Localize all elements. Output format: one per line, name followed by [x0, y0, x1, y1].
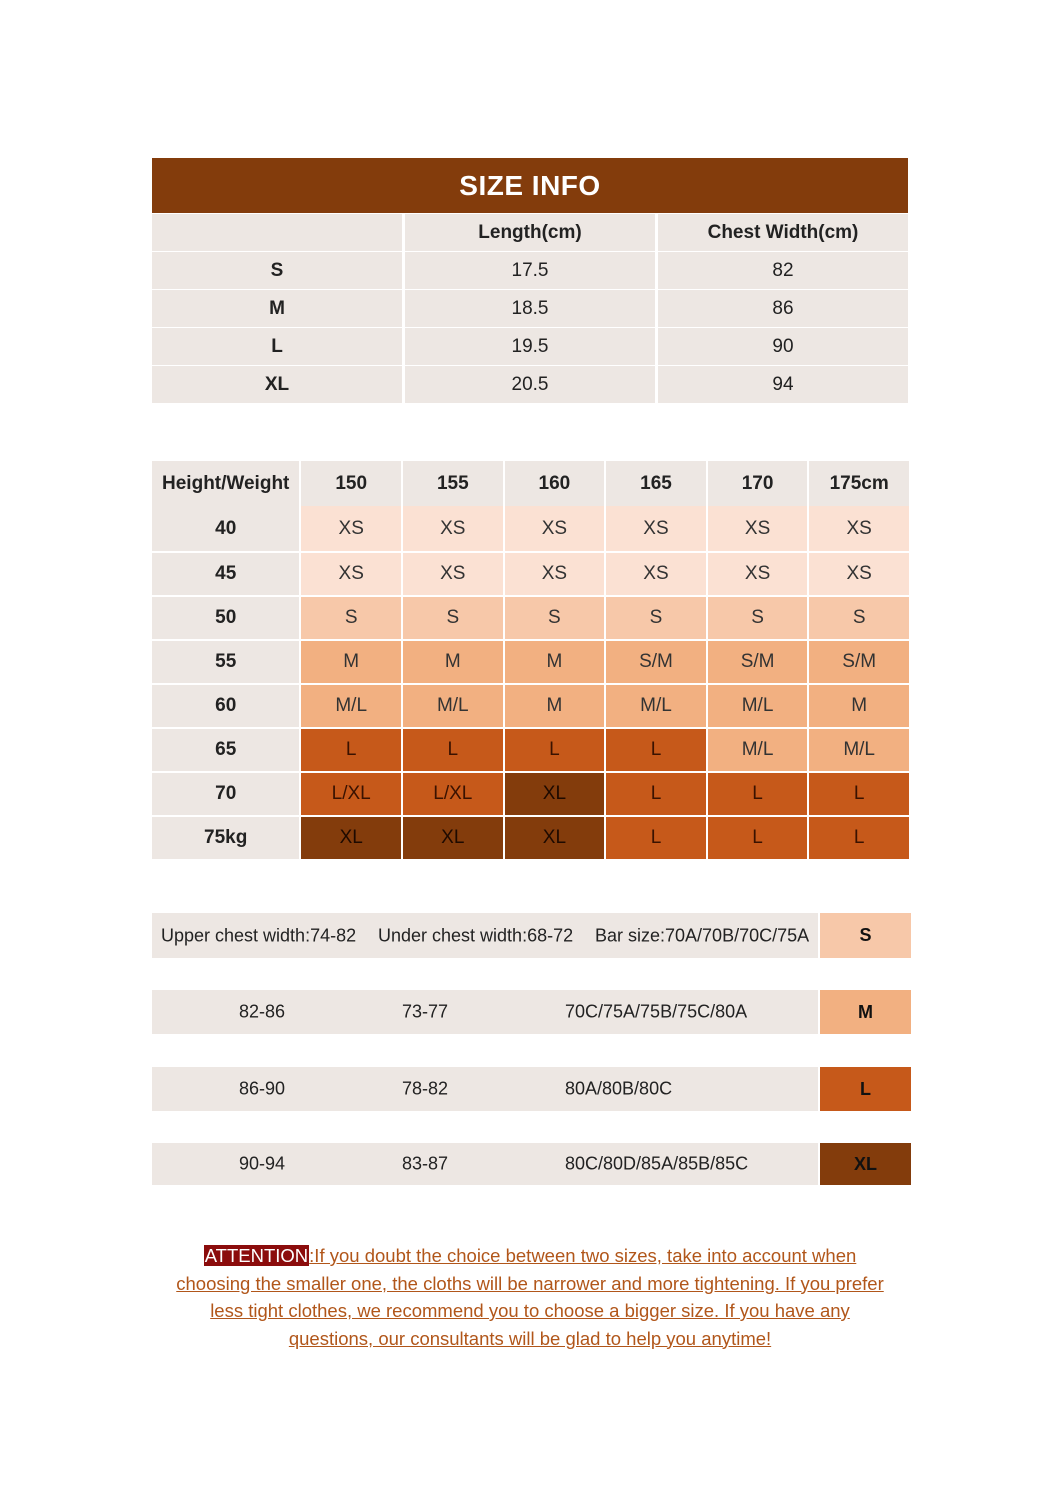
size-cell: M/L — [708, 729, 808, 771]
upper-chest-width: 86-90 — [239, 1078, 286, 1099]
height-weight-table — [152, 461, 909, 859]
under-chest-width: 83-87 — [402, 1153, 449, 1174]
weight-label: 55 — [152, 641, 299, 683]
size-cell: L — [606, 817, 706, 859]
height-header: 150 — [301, 461, 401, 506]
weight-row — [152, 773, 909, 815]
size-label: XL — [152, 366, 402, 403]
size-badge: M — [820, 990, 911, 1034]
size-cell: L — [606, 773, 706, 815]
size-cell: M — [505, 641, 605, 683]
size-cell: M/L — [301, 685, 401, 727]
size-cell: S — [606, 597, 706, 639]
size-cell: XS — [505, 506, 605, 551]
size-cell: L — [809, 817, 909, 859]
bust-info — [152, 1067, 818, 1111]
size-cell: XS — [606, 506, 706, 551]
bust-info — [152, 913, 818, 958]
size-cell: M/L — [809, 729, 909, 771]
weight-row — [152, 597, 909, 639]
height-header-row — [152, 461, 909, 506]
weight-row — [152, 817, 909, 859]
chest-value: 82 — [658, 252, 908, 289]
size-badge: L — [820, 1067, 911, 1111]
height-header: 165 — [606, 461, 706, 506]
size-label: L — [152, 328, 402, 365]
size-cell: XL — [403, 817, 503, 859]
weight-row — [152, 729, 909, 771]
length-value: 20.5 — [405, 366, 655, 403]
size-cell: L — [505, 729, 605, 771]
size-cell: XS — [301, 506, 401, 551]
size-cell: S/M — [809, 641, 909, 683]
height-header: 170 — [708, 461, 808, 506]
size-badge: S — [820, 913, 911, 958]
bar-size: 70C/75A/75B/75C/80A — [565, 1001, 748, 1022]
size-cell: XL — [505, 817, 605, 859]
weight-label: 60 — [152, 685, 299, 727]
size-label: S — [152, 252, 402, 289]
size-cell: L — [606, 729, 706, 771]
size-cell: L/XL — [403, 773, 503, 815]
size-cell: XS — [403, 506, 503, 551]
bar-size: Bar size:70A/70B/70C/75A — [595, 925, 810, 945]
size-cell: M/L — [403, 685, 503, 727]
size-cell: XS — [301, 553, 401, 595]
size-cell: XS — [606, 553, 706, 595]
upper-chest-width: 90-94 — [239, 1153, 286, 1174]
chest-value: 94 — [658, 366, 908, 403]
size-cell: L/XL — [301, 773, 401, 815]
size-info-header-corner — [152, 214, 402, 251]
size-cell: L — [708, 817, 808, 859]
size-cell: XS — [505, 553, 605, 595]
length-value: 19.5 — [405, 328, 655, 365]
size-info-row — [152, 290, 908, 327]
height-header: 175cm — [809, 461, 909, 506]
size-cell: XL — [301, 817, 401, 859]
size-info-row — [152, 328, 908, 365]
bust-info — [152, 1143, 818, 1185]
height-header: 155 — [403, 461, 503, 506]
height-weight-corner: Height/Weight — [152, 461, 299, 506]
height-header: 160 — [505, 461, 605, 506]
bust-row — [152, 1143, 911, 1185]
chest-value: 86 — [658, 290, 908, 327]
bust-row — [152, 1067, 911, 1111]
upper-chest-width: 82-86 — [239, 1001, 286, 1022]
length-value: 18.5 — [405, 290, 655, 327]
bust-row — [152, 913, 911, 958]
size-cell: XS — [403, 553, 503, 595]
size-cell: M — [505, 685, 605, 727]
size-cell: S/M — [606, 641, 706, 683]
size-info-header-row — [152, 214, 908, 251]
size-cell: XS — [708, 553, 808, 595]
under-chest-width: 73-77 — [402, 1001, 449, 1022]
weight-label: 75kg — [152, 817, 299, 859]
size-cell: M/L — [606, 685, 706, 727]
size-cell: XS — [809, 553, 909, 595]
size-cell: XL — [505, 773, 605, 815]
size-label: M — [152, 290, 402, 327]
size-cell: M — [809, 685, 909, 727]
attention-label: ATTENTION — [204, 1245, 309, 1266]
size-cell: S — [505, 597, 605, 639]
weight-label: 70 — [152, 773, 299, 815]
size-cell: L — [301, 729, 401, 771]
size-info-row — [152, 366, 908, 403]
size-cell: S — [708, 597, 808, 639]
size-cell: S — [301, 597, 401, 639]
bust-info — [152, 990, 818, 1034]
bar-size: 80A/80B/80C — [565, 1078, 673, 1099]
size-info-header-length: Length(cm) — [405, 214, 655, 251]
weight-label: 40 — [152, 506, 299, 551]
size-info-table — [152, 158, 908, 403]
under-chest-width: 78-82 — [402, 1078, 449, 1099]
bust-row — [152, 990, 911, 1034]
weight-row — [152, 553, 909, 595]
attention-text: :If you doubt the choice between two sizes, take into account when choosing the smaller one, the cloths will be narrower and more tightening. If you prefer less tight clothes, we recommend you to choose a bigger size. If you have any questions, our consultants will be glad to help you anytime! — [176, 1245, 884, 1349]
size-badge: XL — [820, 1143, 911, 1185]
bar-size: 80C/80D/85A/85B/85C — [565, 1153, 749, 1174]
size-cell: XS — [708, 506, 808, 551]
size-cell: M/L — [708, 685, 808, 727]
size-cell: S/M — [708, 641, 808, 683]
size-cell: S — [403, 597, 503, 639]
size-info-header-chest: Chest Width(cm) — [658, 214, 908, 251]
size-cell: L — [809, 773, 909, 815]
size-cell: L — [403, 729, 503, 771]
weight-row — [152, 506, 909, 551]
size-info-row — [152, 252, 908, 289]
size-cell: S — [809, 597, 909, 639]
weight-row — [152, 685, 909, 727]
length-value: 17.5 — [405, 252, 655, 289]
weight-label: 65 — [152, 729, 299, 771]
size-info-title: SIZE INFO — [152, 158, 908, 213]
chest-value: 90 — [658, 328, 908, 365]
weight-label: 45 — [152, 553, 299, 595]
size-cell: M — [301, 641, 401, 683]
under-chest-width: Under chest width:68-72 — [378, 925, 574, 945]
height-weight-body — [152, 506, 909, 859]
size-cell: XS — [809, 506, 909, 551]
attention-note — [172, 1242, 888, 1352]
weight-label: 50 — [152, 597, 299, 639]
size-cell: L — [708, 773, 808, 815]
upper-chest-width: Upper chest width:74-82 — [161, 925, 357, 945]
size-cell: M — [403, 641, 503, 683]
weight-row — [152, 641, 909, 683]
